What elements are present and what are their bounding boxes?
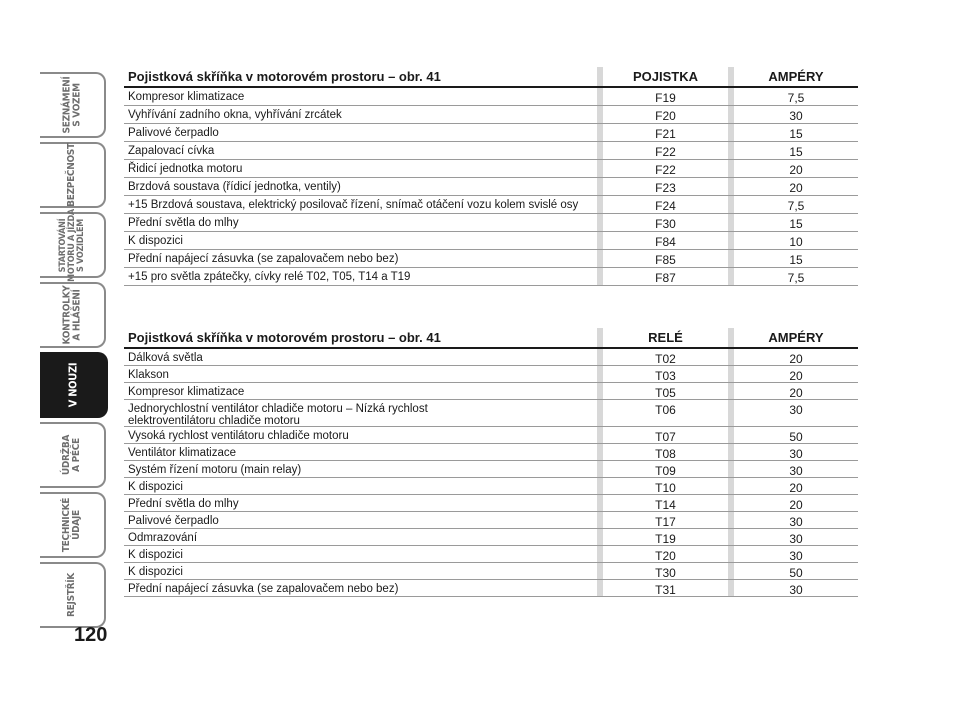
row-description: Přední napájecí zásuvka (se zapalovačem nebo bez): [128, 253, 399, 265]
table-title: Pojistková skříňka v motorovém prostoru – obr. 41: [128, 69, 441, 84]
tab-label: V NOUZI: [66, 362, 79, 408]
tab-startovani[interactable]: [40, 208, 106, 282]
tab-seznameni[interactable]: [40, 72, 106, 138]
table-row: [124, 512, 858, 529]
tab-kontrolky[interactable]: [40, 282, 106, 348]
tab-label: REJSTŘÍK: [65, 573, 77, 617]
row-identifier: F21: [655, 127, 676, 141]
row-amperes: 20: [789, 369, 803, 383]
row-identifier: F30: [655, 217, 676, 231]
page-number: 120: [74, 624, 108, 646]
row-description: Ventilátor klimatizace: [128, 447, 237, 459]
row-amperes: 15: [789, 127, 803, 141]
column-header-amps: AMPÉRY: [768, 330, 824, 345]
row-description: Odmrazování: [128, 532, 198, 544]
row-description: K dispozici: [128, 481, 183, 493]
row-description: Vyhřívání zadního okna, vyhřívání zrcátek: [128, 109, 342, 121]
row-description: Dálková světla: [128, 352, 203, 364]
row-description: K dispozici: [128, 235, 183, 247]
row-amperes: 15: [789, 145, 803, 159]
tab-bezpecnost[interactable]: [40, 142, 106, 208]
row-amperes: 20: [789, 498, 803, 512]
table-row: [124, 196, 858, 214]
row-amperes: 20: [789, 163, 803, 177]
row-identifier: T30: [655, 566, 676, 580]
table-row: [124, 106, 858, 124]
row-description: +15 pro světla zpátečky, cívky relé T02, T05, T14 a T19: [128, 271, 411, 283]
row-amperes: 7,5: [787, 271, 805, 285]
column-header-amps: AMPÉRY: [768, 69, 824, 84]
table-row: [124, 546, 858, 563]
tab-technicke-udaje[interactable]: [40, 492, 106, 558]
row-description: Řidicí jednotka motoru: [128, 163, 243, 175]
row-description: Přední světla do mlhy: [128, 217, 239, 229]
row-description: Vysoká rychlost ventilátoru chladiče motoru: [128, 430, 349, 442]
row-amperes: 7,5: [787, 199, 805, 213]
tab-v-nouzi[interactable]: [40, 352, 108, 418]
relay-table: [124, 328, 858, 597]
row-amperes: 15: [789, 253, 803, 267]
row-description: Klakson: [128, 369, 169, 381]
row-description: K dispozici: [128, 549, 183, 561]
row-identifier: T19: [655, 532, 676, 546]
row-identifier: T10: [655, 481, 676, 495]
table-header: [124, 328, 858, 349]
row-identifier: T20: [655, 549, 676, 563]
row-identifier: F22: [655, 145, 676, 159]
row-identifier: F22: [655, 163, 676, 177]
row-amperes: 20: [789, 181, 803, 195]
row-identifier: F19: [655, 91, 676, 105]
tab-rejstrik[interactable]: [40, 562, 106, 628]
table-header: [124, 67, 858, 88]
row-amperes: 10: [789, 235, 803, 249]
row-description: +15 Brzdová soustava, elektrický posilovač řízení, snímač otáčení vozu kolem svislé osy: [128, 199, 579, 211]
column-header-fuse: POJISTKA: [632, 69, 698, 84]
table-row: [124, 495, 858, 512]
row-identifier: T14: [655, 498, 676, 512]
row-amperes: 7,5: [787, 91, 805, 105]
table-row: [124, 250, 858, 268]
row-identifier: T17: [655, 515, 676, 529]
table-row: [124, 461, 858, 478]
row-identifier: T05: [655, 386, 676, 400]
row-identifier: T06: [655, 403, 676, 417]
row-identifier: F85: [655, 253, 676, 267]
row-description: Kompresor klimatizace: [128, 386, 245, 398]
table-row: [124, 349, 858, 366]
column-header-relay: RELÉ: [648, 330, 683, 345]
row-identifier: T03: [655, 369, 676, 383]
tab-label: STARTOVÁNÍ MOTORU A JÍZDA S VOZIDLEM: [57, 208, 86, 282]
table-row: [124, 268, 858, 286]
row-identifier: F84: [655, 235, 676, 249]
row-description: K dispozici: [128, 566, 183, 578]
tab-label: TECHNICKÉ ÚDAJE: [61, 497, 82, 553]
row-identifier: T02: [655, 352, 676, 366]
row-amperes: 30: [789, 583, 803, 597]
tab-label: BEZPEČNOST: [65, 143, 77, 207]
table-row: [124, 529, 858, 546]
row-amperes: 20: [789, 386, 803, 400]
row-identifier: F23: [655, 181, 676, 195]
row-amperes: 20: [789, 481, 803, 495]
row-description: Systém řízení motoru (main relay): [128, 464, 302, 476]
row-amperes: 30: [789, 447, 803, 461]
row-description: Kompresor klimatizace: [128, 91, 245, 103]
row-description: Jednorychlostní ventilátor chladiče motoru – Nízká rychlost elektroventilátoru chladiče motoru: [128, 403, 428, 427]
tab-udrzba[interactable]: [40, 422, 106, 488]
tab-label: KONTROLKY A HLÁŠENÍ: [61, 285, 82, 345]
row-description: Palivové čerpadlo: [128, 515, 219, 527]
row-identifier: F24: [655, 199, 676, 213]
row-amperes: 30: [789, 464, 803, 478]
row-amperes: 30: [789, 549, 803, 563]
row-description: Zapalovací cívka: [128, 145, 215, 157]
row-amperes: 30: [789, 109, 803, 123]
row-identifier: T08: [655, 447, 676, 461]
table-row: [124, 478, 858, 495]
row-amperes: 30: [789, 515, 803, 529]
row-amperes: 50: [789, 566, 803, 580]
table-row: [124, 88, 858, 106]
row-description: Přední světla do mlhy: [128, 498, 239, 510]
table-row: [124, 400, 858, 427]
table-row: [124, 214, 858, 232]
tab-label: SEZNÁMENÍ S VOZEM: [60, 76, 82, 134]
row-identifier: T31: [655, 583, 676, 597]
table-row: [124, 124, 858, 142]
row-identifier: T07: [655, 430, 676, 444]
table-row: [124, 563, 858, 580]
table-row: [124, 427, 858, 444]
row-description: Palivové čerpadlo: [128, 127, 219, 139]
table-title: Pojistková skříňka v motorovém prostoru – obr. 41: [128, 330, 441, 345]
row-amperes: 30: [789, 532, 803, 546]
row-description: Přední napájecí zásuvka (se zapalovačem nebo bez): [128, 583, 399, 595]
row-amperes: 50: [789, 430, 803, 444]
fuse-table: [124, 67, 858, 286]
row-amperes: 30: [789, 403, 803, 417]
table-row: [124, 444, 858, 461]
table-row: [124, 366, 858, 383]
row-identifier: T09: [655, 464, 676, 478]
row-identifier: F20: [655, 109, 676, 123]
table-row: [124, 232, 858, 250]
tab-label: ÚDRŽBA A PÉČE: [61, 434, 82, 476]
table-row: [124, 142, 858, 160]
row-amperes: 15: [789, 217, 803, 231]
table-row: [124, 580, 858, 597]
row-amperes: 20: [789, 352, 803, 366]
row-identifier: F87: [655, 271, 676, 285]
row-description: Brzdová soustava (řídicí jednotka, ventily): [128, 181, 341, 193]
table-row: [124, 160, 858, 178]
table-row: [124, 383, 858, 400]
table-row: [124, 178, 858, 196]
